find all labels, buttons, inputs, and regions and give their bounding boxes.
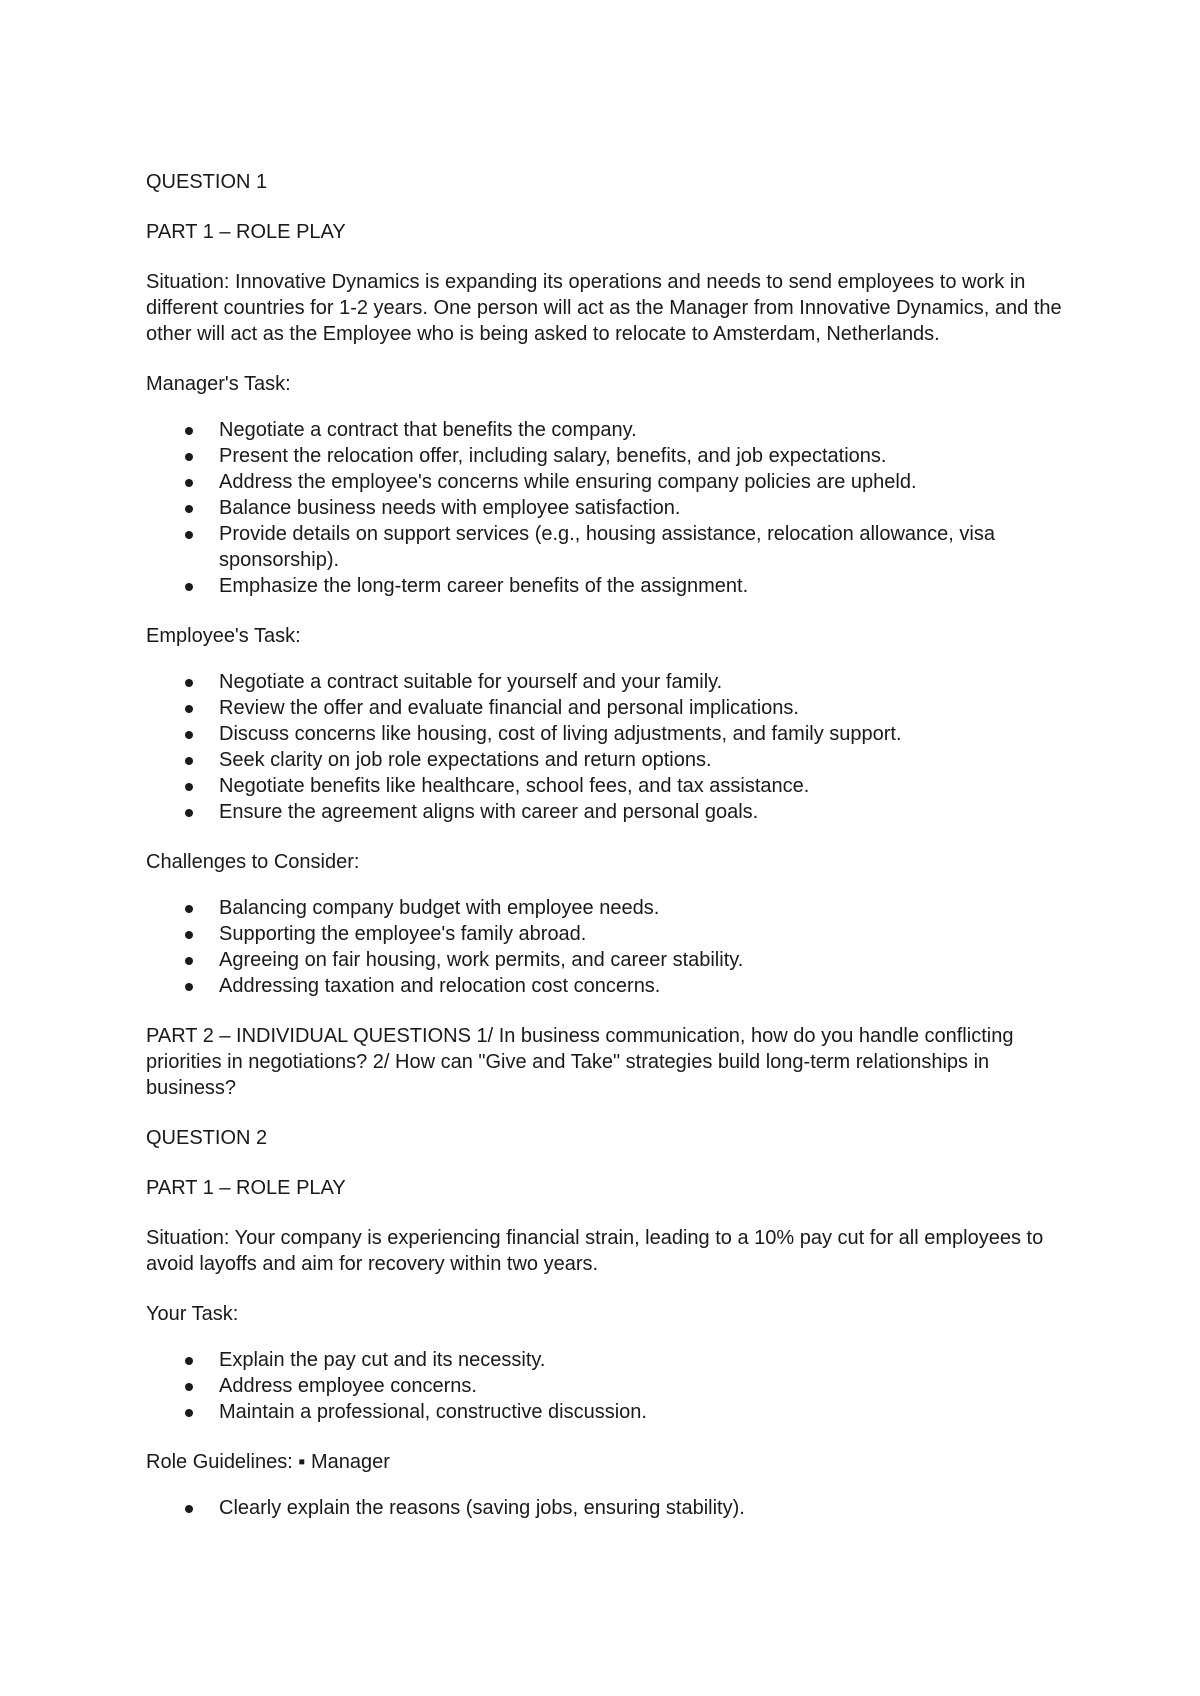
- bullet-icon: [185, 809, 193, 817]
- bullet-icon: [185, 1409, 193, 1417]
- list-item-text: Address the employee's concerns while ensuring company policies are upheld.: [219, 471, 917, 493]
- bullet-list: [146, 1347, 1066, 1425]
- bullet-icon: [185, 1383, 193, 1391]
- document-paragraph: PART 1 – ROLE PLAY: [146, 221, 346, 243]
- bullet-icon: [185, 957, 193, 965]
- bullet-icon: [185, 505, 193, 513]
- bullet-icon: [185, 453, 193, 461]
- list-item: [146, 947, 1066, 973]
- list-item-text: Present the relocation offer, including salary, benefits, and job expectations.: [219, 445, 887, 467]
- list-item: [146, 469, 1066, 495]
- list-item-text: Explain the pay cut and its necessity.: [219, 1349, 546, 1371]
- list-item-text: Maintain a professional, constructive discussion.: [219, 1401, 647, 1423]
- document-paragraph: Challenges to Consider:: [146, 851, 360, 873]
- list-item: [146, 695, 1066, 721]
- list-item-text: Clearly explain the reasons (saving jobs, ensuring stability).: [219, 1497, 745, 1519]
- list-item-text: Negotiate benefits like healthcare, school fees, and tax assistance.: [219, 775, 810, 797]
- bullet-icon: [185, 757, 193, 765]
- list-item-text: Review the offer and evaluate financial and personal implications.: [219, 697, 799, 719]
- list-item: [146, 1399, 1066, 1425]
- bullet-icon: [185, 1357, 193, 1365]
- bullet-icon: [185, 705, 193, 713]
- document-paragraph: PART 1 – ROLE PLAY: [146, 1177, 346, 1199]
- list-item: [146, 895, 1066, 921]
- document-paragraph: Employee's Task:: [146, 625, 301, 647]
- bullet-icon: [185, 427, 193, 435]
- list-item-text: Address employee concerns.: [219, 1375, 477, 1397]
- bullet-icon: [185, 1505, 193, 1513]
- list-item: [146, 747, 1066, 773]
- bullet-icon: [185, 479, 193, 487]
- list-item: [146, 573, 1066, 599]
- document-paragraph: Role Guidelines: ▪ Manager: [146, 1451, 390, 1473]
- list-item: [146, 1495, 1066, 1521]
- list-item-text: Agreeing on fair housing, work permits, and career stability.: [219, 949, 744, 971]
- list-item-text: Ensure the agreement aligns with career and personal goals.: [219, 801, 759, 823]
- document-paragraph: PART 2 – INDIVIDUAL QUESTIONS 1/ In business communication, how do you handle conflicting priorities in negotiations? 2/ How can "Give and Take" strategies build long-term relationships in business?: [146, 1025, 1014, 1099]
- list-item-text: Supporting the employee's family abroad.: [219, 923, 587, 945]
- bullet-icon: [185, 583, 193, 591]
- list-item: [146, 521, 1066, 573]
- list-item-text: Negotiate a contract suitable for yourself and your family.: [219, 671, 723, 693]
- list-item: [146, 1347, 1066, 1373]
- list-item: [146, 921, 1066, 947]
- list-item: [146, 1373, 1066, 1399]
- list-item-text: Balance business needs with employee satisfaction.: [219, 497, 681, 519]
- list-item-text: Provide details on support services (e.g., housing assistance, relocation allowance, visa sponsorship).: [219, 523, 995, 571]
- bullet-list: [146, 669, 1066, 825]
- list-item-text: Negotiate a contract that benefits the company.: [219, 419, 637, 441]
- bullet-icon: [185, 679, 193, 687]
- document-page: [146, 169, 1066, 1545]
- bullet-icon: [185, 783, 193, 791]
- list-item: [146, 417, 1066, 443]
- list-item-text: Discuss concerns like housing, cost of living adjustments, and family support.: [219, 723, 902, 745]
- document-paragraph: QUESTION 2: [146, 1127, 268, 1149]
- list-item: [146, 773, 1066, 799]
- bullet-list: [146, 895, 1066, 999]
- document-paragraph: Situation: Your company is experiencing financial strain, leading to a 10% pay cut for all employees to avoid layoffs and aim for recovery within two years.: [146, 1227, 1044, 1275]
- document-paragraph: QUESTION 1: [146, 171, 268, 193]
- list-item-text: Emphasize the long-term career benefits of the assignment.: [219, 575, 749, 597]
- list-item: [146, 495, 1066, 521]
- bullet-icon: [185, 731, 193, 739]
- list-item: [146, 799, 1066, 825]
- bullet-icon: [185, 983, 193, 991]
- list-item-text: Seek clarity on job role expectations and return options.: [219, 749, 712, 771]
- bullet-list: [146, 417, 1066, 599]
- bullet-list: [146, 1495, 1066, 1521]
- document-paragraph: Manager's Task:: [146, 373, 291, 395]
- list-item: [146, 721, 1066, 747]
- document-paragraph: Situation: Innovative Dynamics is expanding its operations and needs to send employees to work in different countries for 1-2 years. One person will act as the Manager from Innovative Dynamics, and the other will act as the Employee who is being asked to relocate to Amsterdam, Netherlands.: [146, 271, 1062, 345]
- document-paragraph: Your Task:: [146, 1303, 239, 1325]
- bullet-icon: [185, 905, 193, 913]
- list-item: [146, 973, 1066, 999]
- list-item: [146, 443, 1066, 469]
- list-item: [146, 669, 1066, 695]
- list-item-text: Balancing company budget with employee needs.: [219, 897, 660, 919]
- bullet-icon: [185, 931, 193, 939]
- list-item-text: Addressing taxation and relocation cost concerns.: [219, 975, 661, 997]
- bullet-icon: [185, 531, 193, 539]
